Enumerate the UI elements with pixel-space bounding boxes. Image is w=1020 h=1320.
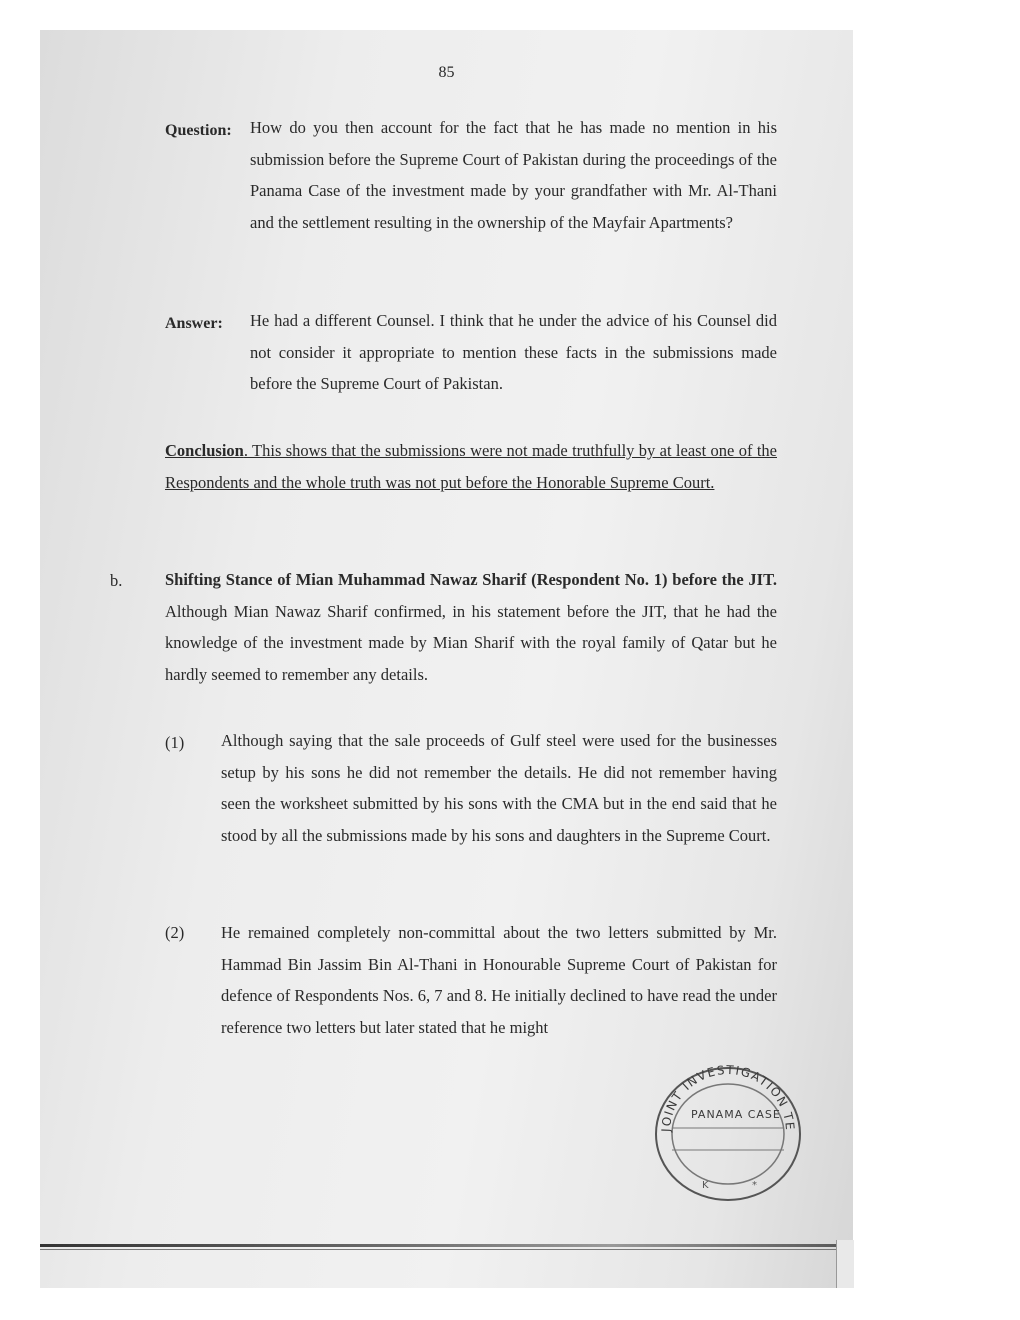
section-b-marker: b. [110,571,123,590]
answer-text: He had a different Counsel. I think that he under the advice of his Counsel did not consider it appropriate to mention these facts in the submissions made before the Supreme Court of Pakistan. [250,311,777,393]
stamp-center-text: PANAMA CASE [691,1108,781,1121]
conclusion-paragraph [165,435,777,498]
answer-label: Answer: [165,315,223,332]
document-page [40,30,853,1288]
svg-text:K: K [702,1180,709,1191]
section-b-text: Although Mian Nawaz Sharif confirmed, in his statement before the JIT, that he had the knowledge of the investment made by Mian Sharif with the royal family of Qatar but he hardly seemed to remember any details. [165,601,777,684]
svg-text:*: * [752,1180,757,1191]
footer-rule-thin [40,1249,853,1250]
svg-text:JOINT INVESTIGATION TEAM [648,1052,797,1133]
item-2-marker: (2) [165,923,185,942]
item-1-text: Although saying that the sale proceeds of Gulf steel were used for the businesses setup by his sons he did not remember the details. He did not remember having seen the worksheet submitted by his sons with the CMA but in the end said that he stood by all the submissions made by his sons and daughters in the Supreme Court. [221,731,777,845]
section-b-paragraph [165,564,777,690]
conclusion-label: Conclusion [165,441,244,460]
item-1-marker: (1) [165,733,185,752]
footer-rule [40,1244,853,1247]
page-number: 85 [438,64,455,81]
question-text: How do you then account for the fact that he has made no mention in his submission before the Supreme Court of Pakistan during the proceedings of the Panama Case of the investment made by your grandfather with Mr. Al-Thani and the settlement resulting in the ownership of the Mayfair Apartments? [250,118,777,232]
item-2-text: He remained completely non-committal about the two letters submitted by Mr. Hammad Bin Jassim Bin Al-Thani in Honourable Supreme Court of Pakistan for defence of Respondents Nos. 6, 7 and 8. He initially declined to have read the under reference two letters but later stated that he might [221,923,777,1037]
section-b-heading: Shifting Stance of Mian Muhammad Nawaz Sharif (Respondent No. 1) before the JIT. [165,570,777,589]
jit-stamp [648,1052,808,1202]
paper-edge [836,1240,854,1288]
conclusion-text: . This shows that the submissions were not made truthfully by at least one of the Respondents and the whole truth was not put before the Honorable Supreme Court. [165,441,777,492]
question-label: Question: [165,122,232,139]
stamp-graphic [648,1052,808,1202]
stamp-arc-text: JOINT INVESTIGATION TE [658,1062,798,1133]
